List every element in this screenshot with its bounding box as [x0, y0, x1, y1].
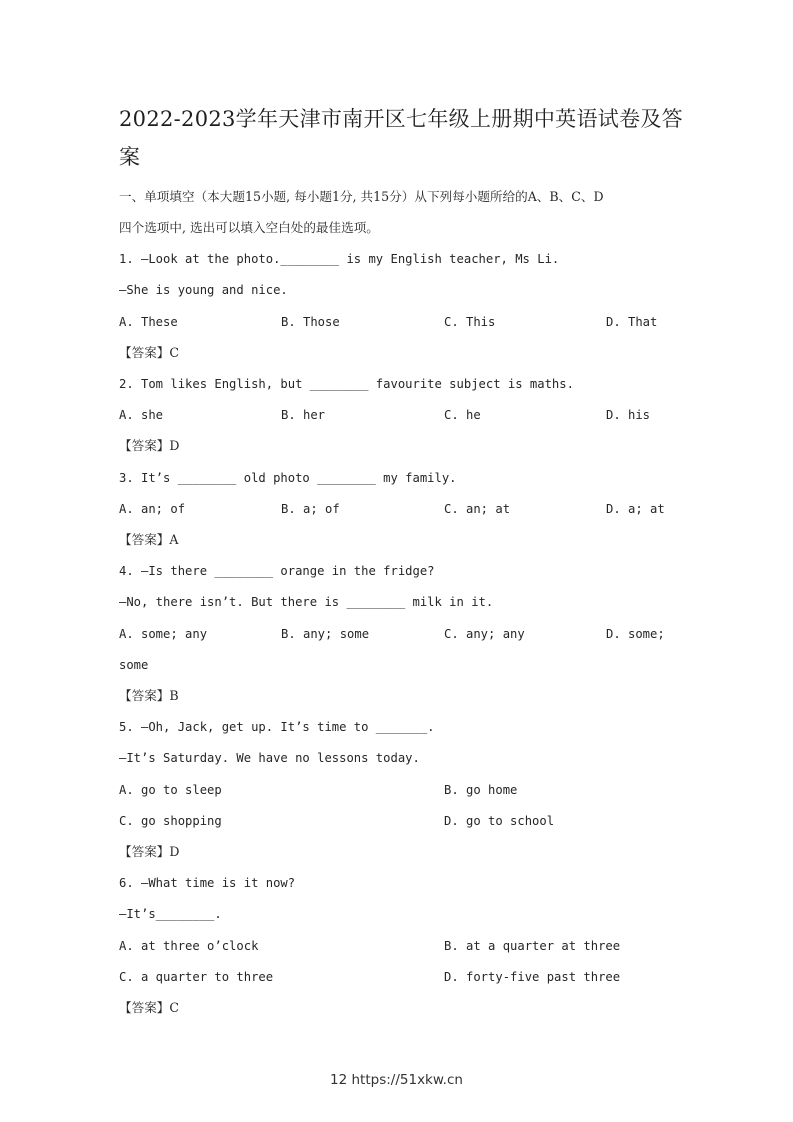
question-6-option-d: D. forty-five past three [444, 970, 621, 984]
question-2-option-a: A. she [119, 408, 164, 422]
question-5-stem: 5. —Oh, Jack, get up. It’s time to _______. [119, 720, 435, 734]
question-4-option-b: B. any; some [281, 627, 370, 641]
question-3-option-c: C. an; at [444, 502, 511, 516]
question-4-option-a: A. some; any [119, 627, 208, 641]
question-6-option-a: A. at three o’clock [119, 939, 259, 953]
question-1-option-c: C. This [444, 315, 496, 329]
question-3-option-a: A. an; of [119, 502, 186, 516]
question-4-answer: 【答案】B [119, 688, 179, 703]
question-4-option-d: D. some; [606, 627, 665, 641]
question-6-option-b: B. at a quarter at three [444, 939, 621, 953]
question-4-option-c: C. any; any [444, 627, 525, 641]
question-3-option-d: D. a; at [606, 502, 665, 516]
question-2-stem: 2. Tom likes English, but ________ favourite subject is maths. [119, 377, 574, 391]
question-1-stem: 1. —Look at the photo.________ is my English teacher, Ms Li. [119, 252, 560, 266]
instruction-line-2: 四个选项中, 选出可以填入空白处的最佳选项。 [119, 220, 379, 235]
question-5-option-a: A. go to sleep [119, 783, 222, 797]
question-5-response: —It’s Saturday. We have no lessons today. [119, 751, 420, 765]
page-footer: 12 https://51xkw.cn [330, 1072, 463, 1088]
question-4-stem: 4. —Is there ________ orange in the fridge? [119, 564, 435, 578]
question-6-answer: 【答案】C [119, 1000, 180, 1015]
question-1-response: —She is young and nice. [119, 283, 288, 297]
question-3-option-b: B. a; of [281, 502, 340, 516]
question-1-option-d: D. That [606, 315, 658, 329]
question-5-option-b: B. go home [444, 783, 518, 797]
question-4-option-d-wrap: some [119, 658, 149, 672]
question-2-option-b: B. her [281, 408, 326, 422]
question-2-option-c: C. he [444, 408, 481, 422]
question-6-option-c: C. a quarter to three [119, 970, 274, 984]
question-5-answer: 【答案】D [119, 844, 180, 859]
question-4-response: —No, there isn’t. But there is ________ milk in it. [119, 595, 494, 609]
question-6-response: —It’s________. [119, 907, 222, 921]
question-2-answer: 【答案】D [119, 438, 180, 453]
question-2-option-d: D. his [606, 408, 651, 422]
instruction-line-1: 一、单项填空（本大题15小题, 每小题1分, 共15分）从下列每小题所给的A、B、C、D [119, 189, 604, 204]
question-1-answer: 【答案】C [119, 345, 180, 360]
question-5-option-d: D. go to school [444, 814, 555, 828]
document-title: 2022-2023学年天津市南开区七年级上册期中英语试卷及答案 [119, 107, 683, 169]
question-1-option-b: B. Those [281, 315, 340, 329]
question-6-stem: 6. —What time is it now? [119, 876, 296, 890]
question-3-answer: 【答案】A [119, 532, 179, 547]
question-1-option-a: A. These [119, 315, 178, 329]
question-5-option-c: C. go shopping [119, 814, 222, 828]
question-3-stem: 3. It’s ________ old photo ________ my family. [119, 471, 457, 485]
